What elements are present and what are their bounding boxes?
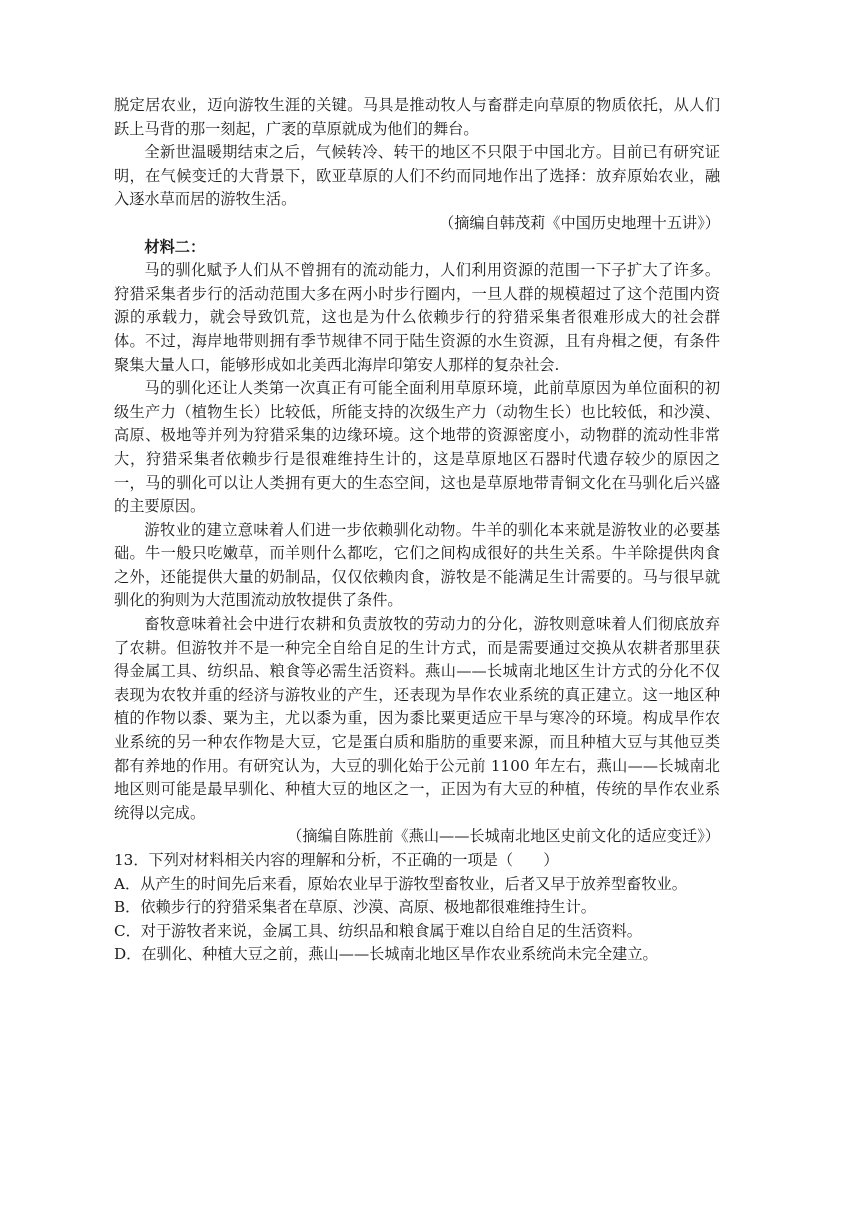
material-heading: 材料二：: [144, 237, 206, 256]
answer-option-c: C．对于游牧者来说，金属工具、纺织品和粮食属于难以自给自足的生活资料。: [114, 921, 642, 940]
answer-option-d: D．在驯化、种植大豆之前，燕山——长城南北地区旱作农业系统尚未完全建立。: [114, 945, 658, 964]
paragraph: 畜牧意味着社会中进行农耕和负责放牧的劳动力的分化，游牧则意味着人们彻底放弃了农耕。但游牧并不是一种完全自给自足的生计方式，而是需要通过交换从农耕者那里获得金属工具、纺织品、粮食等必需生活资料。燕山——长城南北地区生计方式的分化不仅表现为农牧并重的经济与游牧业的产生，还表现为旱作农业系统的真正建立。这一地区种植的作物以黍、粟为主，尤以黍为重，因为黍比粟更适应干旱与寒冷的环境。构成旱作农业系统的另一种农作物是大豆，它是蛋白质和脂肪的重要来源，而且种植大豆与其他豆类都有养地的作用。有研究认为，大豆的驯化始于公元前 1100 年左右，燕山——长城南北地区则可能是最早驯化、种植大豆的地区之一，正因为有大豆的种植，传统的旱作农业系统得以完成。: [114, 615, 720, 822]
source-citation: （摘编自陈胜前《燕山——长城南北地区史前文化的适应变迁》）: [287, 827, 720, 846]
answer-option-b: B．依赖步行的狩猎采集者在草原、沙漠、高原、极地都很难维持生计。: [114, 898, 596, 917]
question-stem: 13．下列对材料相关内容的理解和分析，不正确的一项是（ ）: [114, 851, 559, 869]
answer-option-a: A．从产生的时间先后来看，原始农业早于游牧型畜牧业，后者又早于放养型畜牧业。: [114, 874, 687, 893]
paragraph: 脱定居农业，迈向游牧生涯的关键。马具是推动牧人与畜群走向草原的物质依托，从人们跃上马背的那一刻起，广袤的草原就成为他们的舞台。: [114, 96, 720, 138]
source-citation: （摘编自韩茂莉《中国历史地理十五讲》）: [439, 213, 720, 232]
document-page: [114, 94, 720, 967]
paragraph: 马的驯化还让人类第一次真正有可能全面利用草原环境，此前草原因为单位面积的初级生产力（植物生长）比较低，所能支持的次级生产力（动物生长）也比较低，和沙漠、高原、极地等并列为狩猎采集的边缘环境。这个地带的资源密度小，动物群的流动性非常大，狩猎采集者依赖步行是很难维持生计的，这是草原地区石器时代遗存较少的原因之一，马的驯化可以让人类拥有更大的生态空间，这也是草原地带青铜文化在马驯化后兴盛的主要原因。: [114, 379, 720, 516]
paragraph: 马的驯化赋予人们从不曾拥有的流动能力，人们利用资源的范围一下子扩大了许多。狩猎采集者步行的活动范围大多在两小时步行圈内，一旦人群的规模超过了这个范围内资源的承载力，就会导致饥荒，这也是为什么依赖步行的狩猎采集者很难形成大的社会群体。不过，海岸地带则拥有季节规律不同于陆生资源的水生资源，且有舟楫之便，有条件聚集大量人口，能够形成如北美西北海岸印第安人那样的复杂社会.: [114, 261, 720, 374]
paragraph: 游牧业的建立意味着人们进一步依赖驯化动物。牛羊的驯化本来就是游牧业的必要基础。牛一般只吃嫩草，而羊则什么都吃，它们之间构成很好的共生关系。牛羊除提供肉食之外，还能提供大量的奶制品，仅仅依赖肉食，游牧是不能满足生计需要的。马与很早就驯化的狗则为大范围流动放牧提供了条件。: [114, 520, 720, 610]
paragraph: 全新世温暖期结束之后，气候转冷、转干的地区不只限于中国北方。目前已有研究证明，在气候变迁的大背景下，欧亚草原的人们不约而同地作出了选择：放弃原始农业，融入逐水草而居的游牧生活。: [114, 143, 720, 209]
